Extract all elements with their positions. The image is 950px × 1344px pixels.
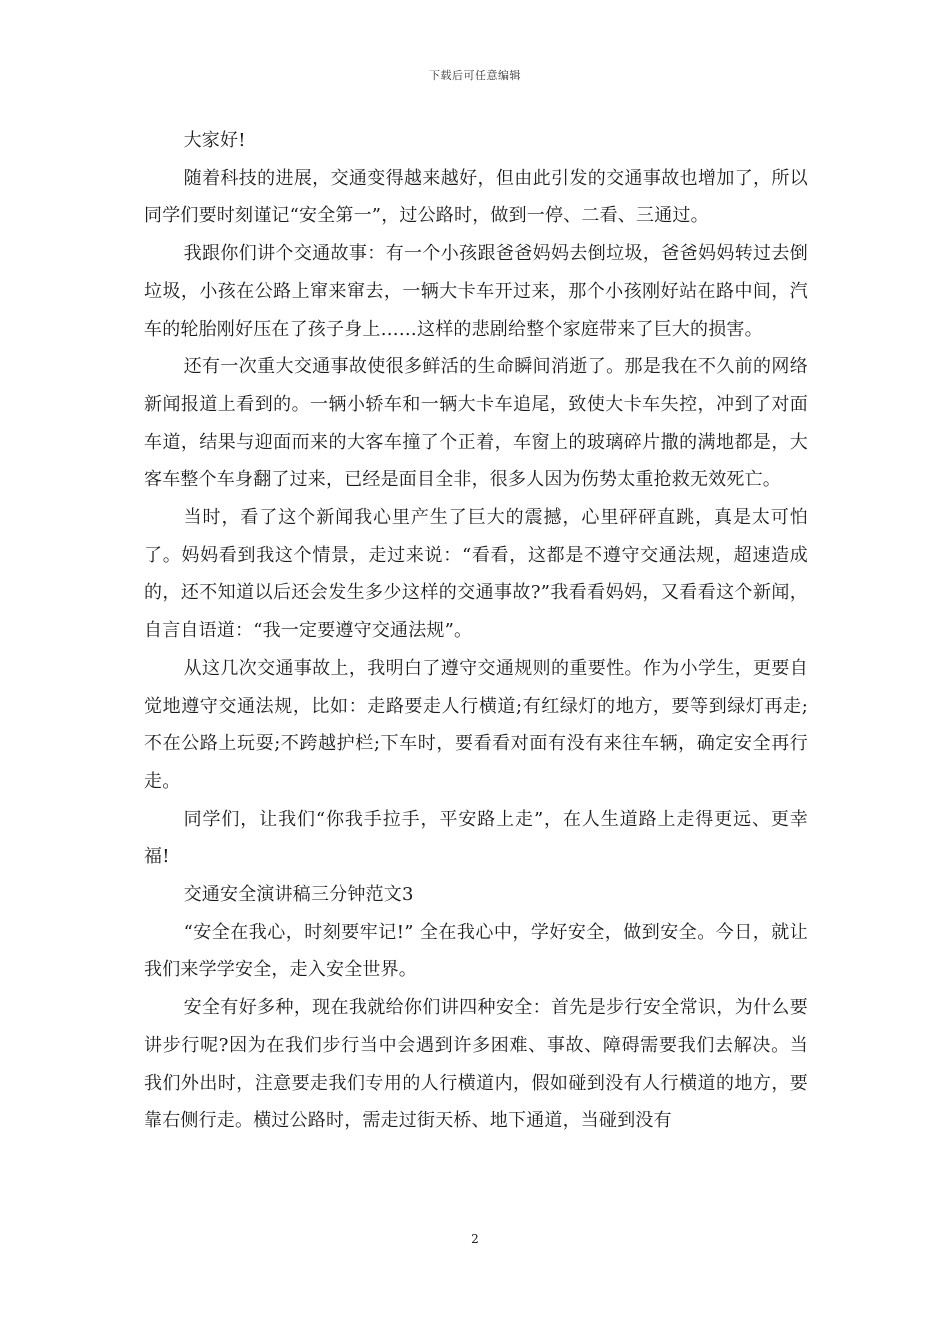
page-header: 下载后可任意编辑: [429, 69, 521, 82]
body-paragraph: 从这几次交通事故上，我明白了遵守交通规则的重要性。作为小学生，更要自觉地遵守交通法规，比如：走路要走人行横道;有红绿灯的地方，要等到绿灯再走;不在公路上玩耍;不跨越护栏;下车时，要看看对面有没有来往车辆，确定安全再行走。: [144, 657, 808, 792]
body-paragraph: 当时，看了这个新闻我心里产生了巨大的震撼，心里砰砰直跳，真是太可怕了。妈妈看到我这个情景，走过来说：“看看，这都是不遵守交通法规，超速造成的，还不知道以后还会发生多少这样的交通事故?”我看看妈妈，又看看这个新闻，自言自语道：“我一定要遵守交通法规”。: [144, 507, 808, 642]
document-body: [144, 122, 808, 1140]
section-title: 交通安全演讲稿三分钟范文3: [183, 884, 414, 906]
body-paragraph: 同学们，让我们“你我手拉手，平安路上走”，在人生道路上走得更远、更幸福!: [144, 808, 808, 868]
body-paragraph: 随着科技的进展，交通变得越来越好，但由此引发的交通事故也增加了，所以同学们要时刻谨记“安全第一”，过公路时，做到一停、二看、三通过。: [144, 167, 808, 227]
body-paragraph: “安全在我心，时刻要牢记!” 全在我心中，学好安全，做到安全。今日，就让我们来学学安全，走入安全世界。: [144, 921, 808, 981]
body-paragraph: 安全有好多种，现在我就给你们讲四种安全：首先是步行安全常识，为什么要讲步行呢?因为在我们步行当中会遇到许多困难、事故、障碍需要我们去解决。当我们外出时，注意要走我们专用的人行横道内，假如碰到没有人行横道的地方，要靠右侧行走。横过公路时，需走过街天桥、地下通道，当碰到没有: [144, 997, 808, 1132]
page-number: 2: [471, 1232, 479, 1246]
body-paragraph: 我跟你们讲个交通故事：有一个小孩跟爸爸妈妈去倒垃圾，爸爸妈妈转过去倒垃圾，小孩在公路上窜来窜去，一辆大卡车开过来，那个小孩刚好站在路中间，汽车的轮胎刚好压在了孩子身上……这样的悲剧给整个家庭带来了巨大的损害。: [144, 243, 808, 340]
greeting-paragraph: 大家好!: [183, 130, 246, 151]
body-paragraph: 还有一次重大交通事故使很多鲜活的生命瞬间消逝了。那是我在不久前的网络新闻报道上看到的。一辆小轿车和一辆大卡车追尾，致使大卡车失控，冲到了对面车道，结果与迎面而来的大客车撞了个正着，车窗上的玻璃碎片撒的满地都是，大客车整个车身翻了过来，已经是面目全非，很多人因为伤势太重抢救无效死亡。: [144, 356, 808, 491]
